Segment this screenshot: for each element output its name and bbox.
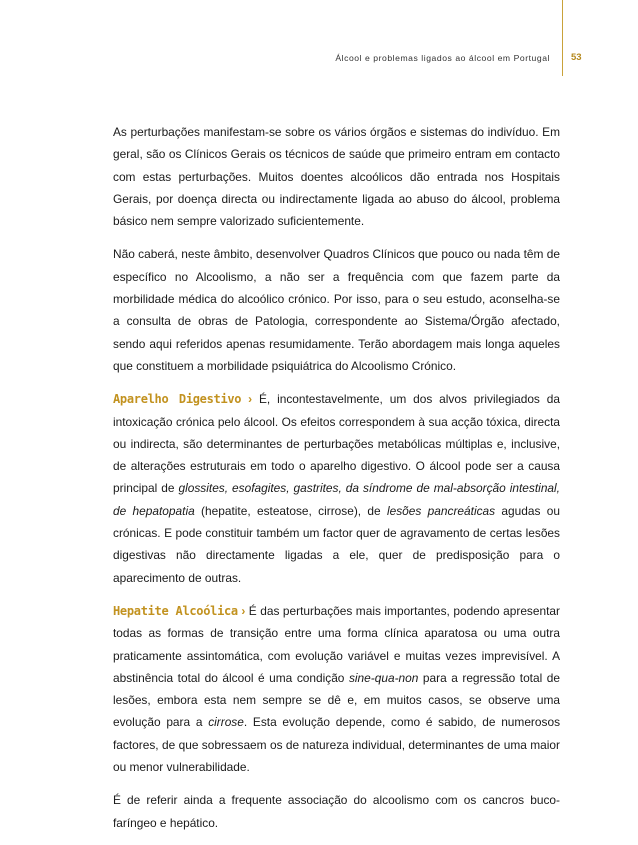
text-run: para a regressão total de lesões, embora esta nem sempre se dê e, em muitos casos, se observe uma evolução para a [113, 670, 560, 730]
section-heading-hepatite: Hepatite Alcoólica [113, 603, 238, 618]
italic-run: lesões pancreáticas [386, 503, 496, 518]
paragraph-cancer-association: É de referir ainda a frequente associação do alcoolismo com os cancros buco-faríngeo e hepático. [113, 793, 560, 830]
paragraph-aparelho-digestivo [113, 388, 560, 589]
text-run: É, incontestavelmente, um dos alvos privilegiados da intoxicação crónica pelo álcool. Os efeitos correspondem à sua acção tóxica, directa ou indirecta, são determinantes de perturbações metabólicas múltiplas e, inclusive, de alterações estruturais em todo o aparelho digestivo. O álcool pode ser a causa principal de [113, 392, 560, 496]
paragraph-hepatite-alcoolica [113, 600, 560, 778]
text-run: . Esta evolução depende, como é sabido, de numerosos factores, de que sobressaem os de natureza individual, determinantes de uma maior ou menor vulnerabilidade. [113, 715, 561, 775]
paragraph-scope: Não caberá, neste âmbito, desenvolver Quadros Clínicos que pouco ou nada têm de específico no Alcoolismo, a não ser a frequência com que fazem parte da morbilidade médica do alcoólico crónico. Por isso, para o seu estudo, aconselha-se a consulta de obras de Patologia, correspondente ao Sistema/Órgão afectado, sendo aqui referidos apenas resumidamente. Terão abordagem mais longa aqueles que constituem a morbilidade psiquiátrica do Alcoolismo Crónico. [113, 247, 560, 373]
chevron-right-icon: › [248, 392, 253, 407]
italic-run: sine-qua-non [348, 670, 419, 685]
text-run: É das perturbações mais importantes, podendo apresentar todas as formas de transição entre uma forma clínica aparatosa ou uma outra praticamente assintomática, com evolução variável e muitas vezes imprevisível. A abstinência total do álcool é uma condição [113, 603, 560, 685]
chevron-right-icon: › [241, 603, 246, 618]
page-number: 53 [571, 52, 582, 63]
text-run: agudas ou crónicas. E pode constituir também um factor quer de agravamento de certas lesões digestivas não directamente ligadas a ele, quer de predisposição para o aparecimento de outras. [113, 503, 561, 585]
body-text [113, 121, 560, 845]
section-heading-digestivo: Aparelho Digestivo [113, 392, 242, 407]
text-run: (hepatite, esteatose, cirrose), de [194, 503, 387, 518]
italic-run: cirrose [208, 715, 244, 730]
italic-run: glossites, esofagites, gastrites, da síndrome de mal-absorção intestinal, de hepatopatia [113, 481, 560, 518]
paragraph-intro: As perturbações manifestam-se sobre os vários órgãos e sistemas do indivíduo. Em geral, são os Clínicos Gerais os técnicos de saúde que primeiro entram em contacto com estas perturbações. Muitos doentes alcoólicos dão entrada nos Hospitais Gerais, por doença directa ou indirectamente ligada ao abuso do álcool, problema básico nem sempre valorizado suficientemente. [113, 125, 560, 229]
running-head: Álcool e problemas ligados ao álcool em Portugal [335, 53, 550, 63]
header-divider [562, 0, 563, 76]
